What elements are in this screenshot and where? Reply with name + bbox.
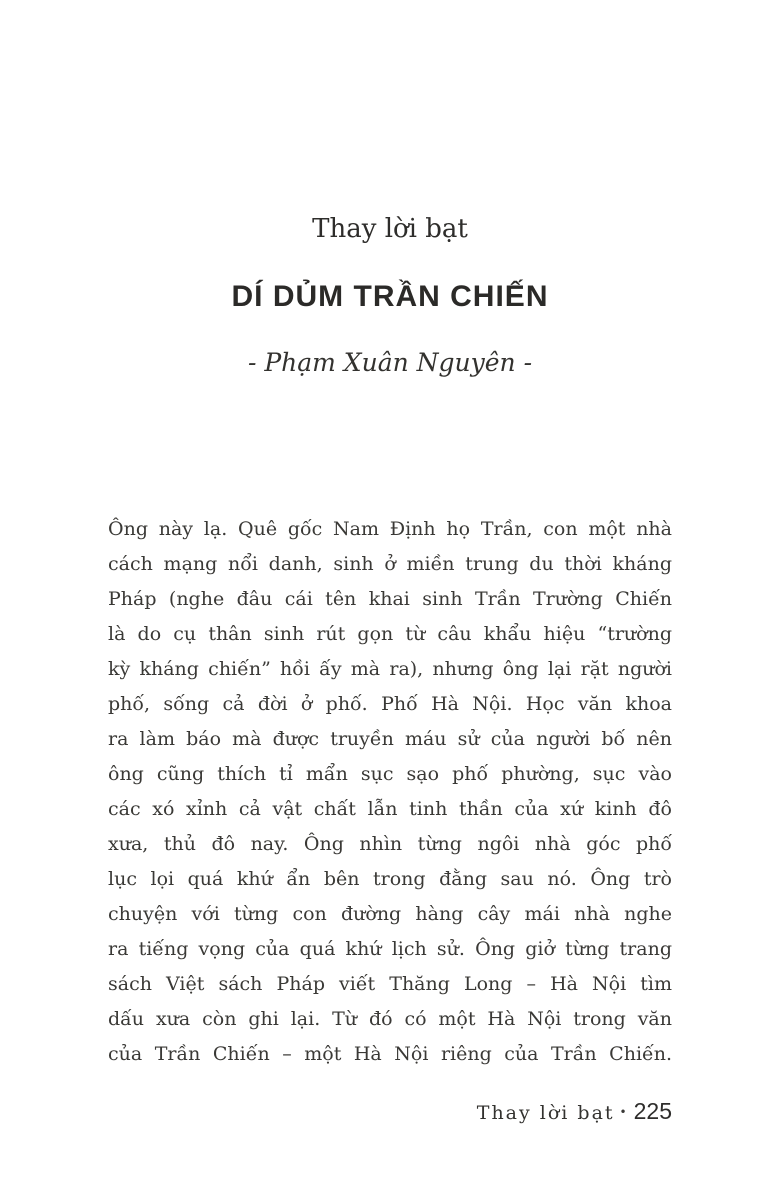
page-footer bbox=[477, 1098, 672, 1125]
body-line: sách Việt sách Pháp viết Thăng Long – Hà Nội tìm bbox=[108, 973, 672, 995]
page-title: DÍ DỦM TRẦN CHIẾN bbox=[231, 280, 549, 313]
body-paragraph bbox=[108, 512, 672, 1072]
body-line: ra làm báo mà được truyền máu sử của người bố nên bbox=[108, 728, 672, 750]
body-line: lục lọi quá khứ ẩn bên trong đằng sau nó. Ông trò bbox=[108, 868, 672, 890]
chapter-label: Thay lời bạt bbox=[312, 214, 468, 244]
body-line: Pháp (nghe đâu cái tên khai sinh Trần Trường Chiến bbox=[108, 588, 672, 610]
body-line: các xó xỉnh cả vật chất lẫn tinh thần của xứ kinh đô bbox=[108, 798, 672, 820]
body-line: xưa, thủ đô nay. Ông nhìn từng ngôi nhà góc phố bbox=[108, 833, 672, 855]
body-line: ông cũng thích tỉ mẩn sục sạo phố phường, sục vào bbox=[108, 763, 672, 785]
bullet-separator-icon: • bbox=[619, 1105, 627, 1119]
body-line: chuyện với từng con đường hàng cây mái nhà nghe bbox=[108, 903, 672, 925]
body-line: là do cụ thân sinh rút gọn từ câu khẩu hiệu “trường bbox=[108, 623, 672, 645]
author-byline: - Phạm Xuân Nguyên - bbox=[247, 348, 533, 377]
body-line: của Trần Chiến – một Hà Nội riêng của Trần Chiến. bbox=[108, 1043, 672, 1065]
body-line: dấu xưa còn ghi lại. Từ đó có một Hà Nội trong văn bbox=[108, 1008, 672, 1030]
body-line: Ông này lạ. Quê gốc Nam Định họ Trần, con một nhà bbox=[108, 518, 672, 540]
body-line: cách mạng nổi danh, sinh ở miền trung du thời kháng bbox=[108, 553, 672, 575]
page-number: 225 bbox=[633, 1098, 672, 1124]
body-line: phố, sống cả đời ở phố. Phố Hà Nội. Học văn khoa bbox=[108, 693, 672, 715]
footer-section-label: Thay lời bạt bbox=[476, 1102, 615, 1124]
body-line: kỳ kháng chiến” hồi ấy mà ra), nhưng ông lại rặt người bbox=[108, 658, 672, 680]
body-line: ra tiếng vọng của quá khứ lịch sử. Ông giở từng trang bbox=[108, 938, 672, 960]
